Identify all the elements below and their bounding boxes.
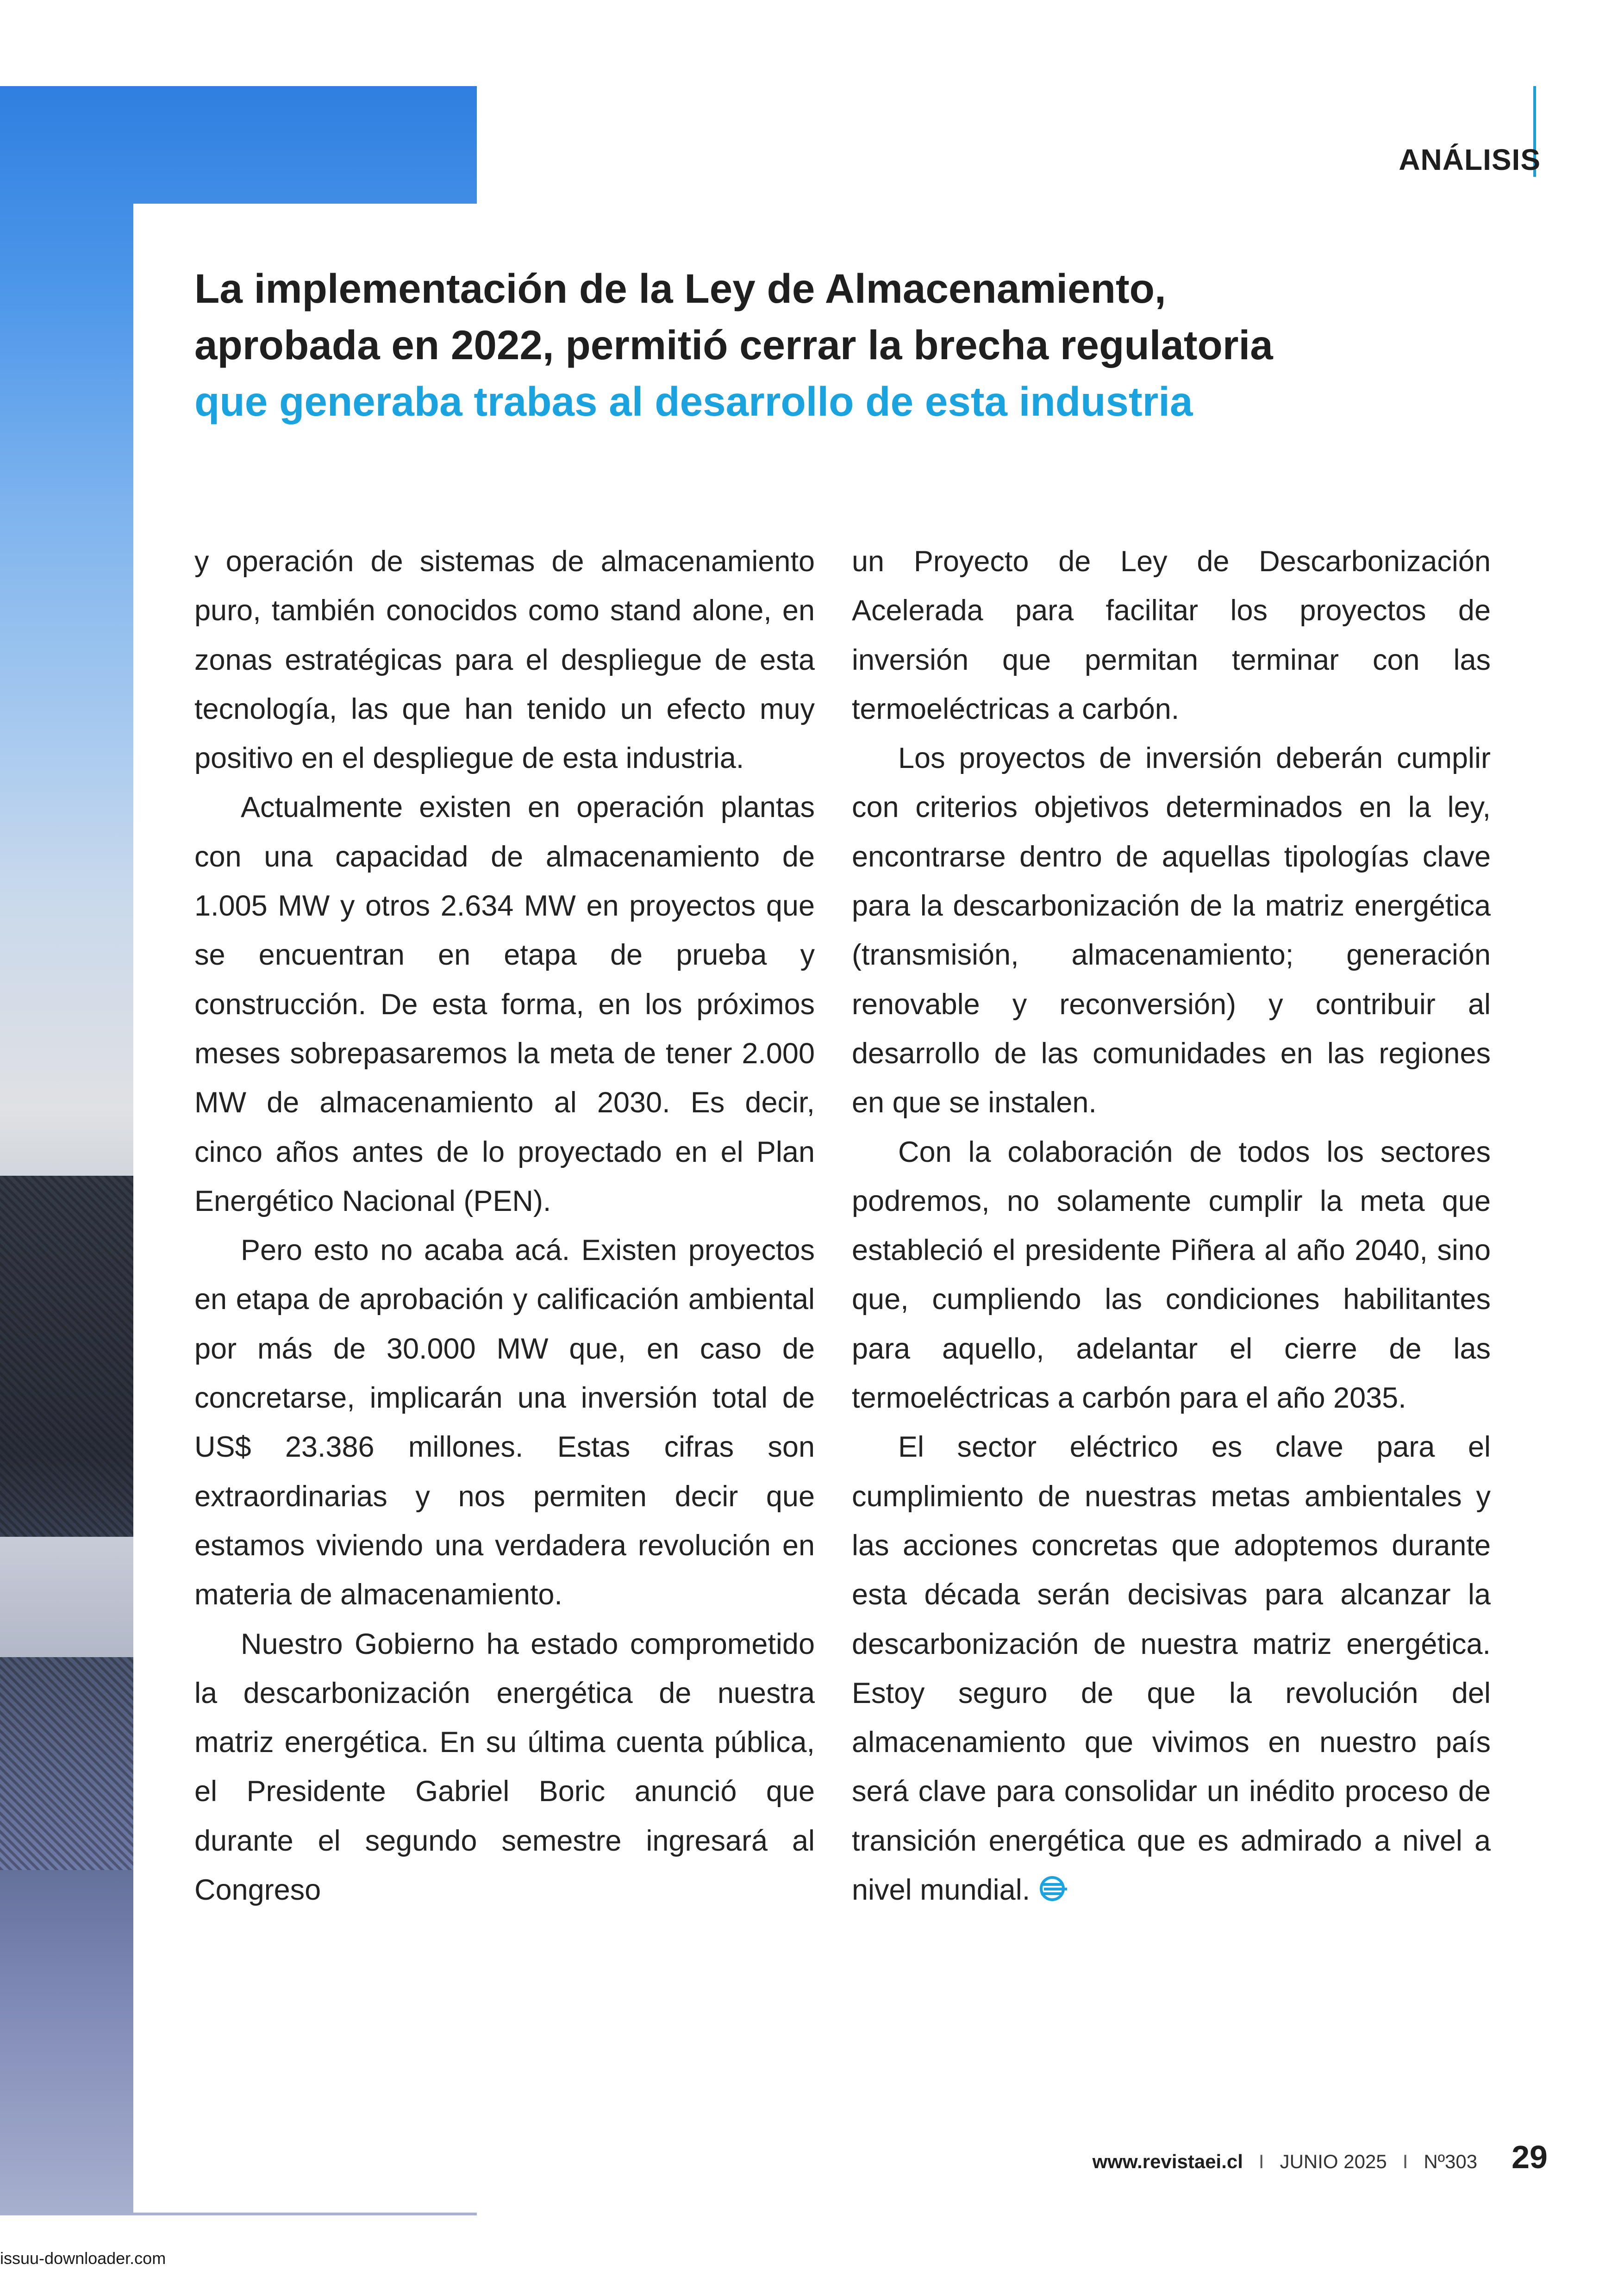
- body-column-right: [852, 537, 1491, 1915]
- revista-ei-logo-icon: [1037, 1875, 1070, 1902]
- page-footer: [1093, 2139, 1548, 2176]
- paragraph: Nuestro Gobierno ha estado comprometido la descarbonización energética de nuestra matriz energética. En su última cuenta pública, el Presidente Gabriel Boric anunció que durante el segundo semestre ingresará al Congreso: [194, 1628, 815, 1907]
- footer-separator: I: [1258, 2151, 1264, 2172]
- headline: [194, 260, 1537, 430]
- paragraph: Los proyectos de inversión deberán cumplir con criterios objetivos determinados en la ley, encontrarse dentro de aquellas tipologías clave para la descarbonización de la matriz energética (transmisión, almacenamiento; generación renovable y reconversión) y contribuir al desarrollo de las comunidades en las regiones en que se instalen.: [852, 742, 1491, 1119]
- paragraph-last-text: El sector eléctrico es clave para el cumplimiento de nuestras metas ambientales y las acciones concretas que adoptemos durante esta década serán decisivas para alcanzar la descarbonización de nuestra matriz energética. Estoy seguro de que la revolución del almacenamiento que vivimos en nuestro país será clave para consolidar un inédito proceso de transición energética que es admirado a nivel a nivel mundial.: [852, 1431, 1491, 1907]
- footer-separator: I: [1402, 2151, 1408, 2172]
- body-column-left: [194, 537, 815, 1915]
- paragraph-last: [852, 1422, 1491, 1915]
- watermark: issuu-downloader.com: [0, 2249, 166, 2268]
- footer-month: JUNIO 2025: [1280, 2151, 1387, 2172]
- paragraph: un Proyecto de Ley de Descarbonización Acelerada para facilitar los proyectos de inversión que permitan terminar con las termoeléctricas a carbón.: [852, 545, 1491, 725]
- paragraph: Actualmente existen en operación plantas con una capacidad de almacenamiento de 1.005 MW y otros 2.634 MW en proyectos que se encuentran en etapa de prueba y construcción. De esta forma, en los próximos meses sobrepasaremos la meta de tener 2.000 MW de almacenamiento al 2030. Es decir, cinco años antes de lo proyectado en el Plan Energético Nacional (PEN).: [194, 791, 815, 1217]
- footer-site-link[interactable]: www.revistaei.cl: [1092, 2151, 1243, 2172]
- background-photo-sleeve: [0, 1537, 139, 1657]
- footer-issue: Nº303: [1424, 2151, 1478, 2172]
- background-photo-vest: [0, 1176, 139, 1870]
- section-label: ANÁLISIS: [1399, 143, 1541, 176]
- paragraph: Pero esto no acaba acá. Existen proyectos en etapa de aprobación y calificación ambiental por más de 30.000 MW que, en caso de concretarse, implicarán una inversión total de US$ 23.386 millones. Estas cifras son extraordinarias y nos permiten decir que estamos viviendo una verdadera revolución en materia de almacenamiento.: [194, 1234, 815, 1611]
- headline-line-3: que generaba trabas al desarrollo de esta industria: [194, 378, 1193, 424]
- page-number: 29: [1512, 2139, 1548, 2175]
- headline-line-1: La implementación de la Ley de Almacenamiento,: [194, 265, 1166, 312]
- paragraph: Con la colaboración de todos los sectores podremos, no solamente cumplir la meta que estableció el presidente Piñera al año 2040, sino que, cumpliendo las condiciones habilitantes para aquello, adelantar el cierre de las termoeléctricas a carbón para el año 2035.: [852, 1135, 1491, 1415]
- paragraph: y operación de sistemas de almacenamiento puro, también conocidos como stand alone, en zonas estratégicas para el despliegue de esta tecnología, las que han tenido un efecto muy positivo en el despliegue de esta industria.: [194, 545, 815, 775]
- headline-line-2: aprobada en 2022, permitió cerrar la brecha regulatoria: [194, 322, 1273, 368]
